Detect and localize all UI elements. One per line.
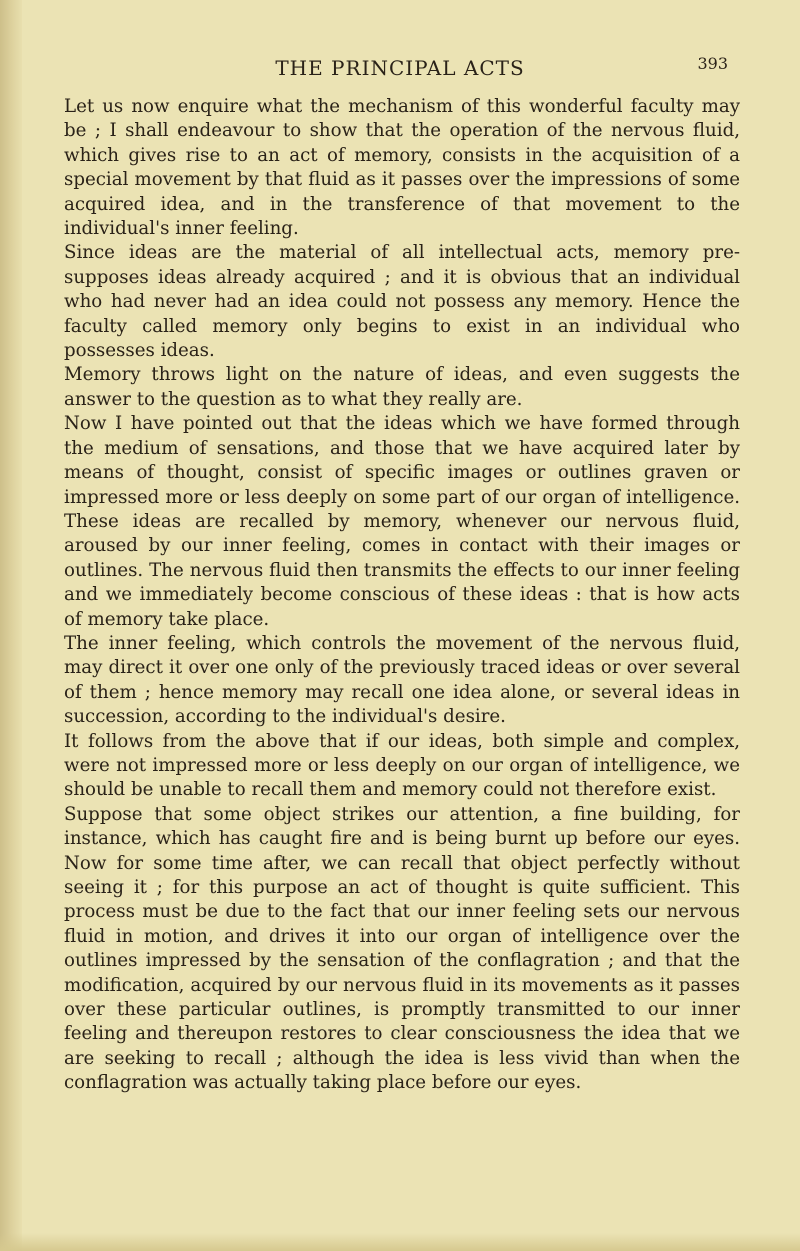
- body-text: [64, 95, 740, 1096]
- running-title: THE PRINCIPAL ACTS: [275, 56, 525, 80]
- running-head: [0, 56, 800, 86]
- paragraph: Since ideas are the material of all intellectual acts, memory pre-supposes ideas already acquired ; and it is obvious that an individual who had never had an idea could not possess any memory. Hence the faculty called memory only begins to exist in an individual who possesses ideas.: [64, 242, 740, 362]
- page-number: 393: [697, 54, 728, 73]
- paragraph: The inner feeling, which controls the movement of the nervous fluid, may direct it over one only of the previously traced ideas or over several of them ; hence memory may recall one idea alone, or several ideas in succession, according to the individual's desire.: [64, 632, 740, 728]
- paragraph: Suppose that some object strikes our attention, a fine building, for instance, which has caught fire and is being burnt up before our eyes. Now for some time after, we can recall that object perfectly without seeing it ; for this purpose an act of thought is quite sufficient. This process must be due to the fact that our inner feeling sets our nervous fluid in motion, and drives it into our organ of intelligence over the outlines impressed by the sensation of the conflagration ; and that the modification, acquired by our nervous fluid in its movements as it passes over these particular outlines, is promptly transmitted to our inner feeling and thereupon restores to clear consciousness the idea that we are seeking to recall ; although the idea is less vivid than when the conflagration was actually taking place before our eyes.: [64, 803, 740, 1094]
- paragraph: It follows from the above that if our ideas, both simple and complex, were not impressed more or less deeply on our organ of intelligence, we should be unable to recall them and memory could not therefore exist.: [64, 730, 740, 801]
- page-spine-shadow: [0, 0, 22, 1251]
- paragraph: Memory throws light on the nature of ideas, and even suggests the answer to the question as to what they really are.: [64, 364, 740, 410]
- paragraph: Now I have pointed out that the ideas which we have formed through the medium of sensations, and those that we have acquired later by means of thought, consist of specific images or outlines graven or impressed more or less deeply on some part of our organ of intelligence. These ideas are recalled by memory, whenever our nervous fluid, aroused by our inner feeling, comes in contact with their images or outlines. The nervous fluid then transmits the effects to our inner feeling and we immediately become conscious of these ideas : that is how acts of memory take place.: [64, 413, 740, 630]
- page-bottom-edge: [0, 1233, 800, 1251]
- paragraph: Let us now enquire what the mechanism of this wonderful faculty may be ; I shall endeavour to show that the operation of the nervous fluid, which gives rise to an act of memory, consists in the acquisition of a special movement by that fluid as it passes over the impressions of some acquired idea, and in the transference of that movement to the individual's inner feeling.: [64, 96, 740, 240]
